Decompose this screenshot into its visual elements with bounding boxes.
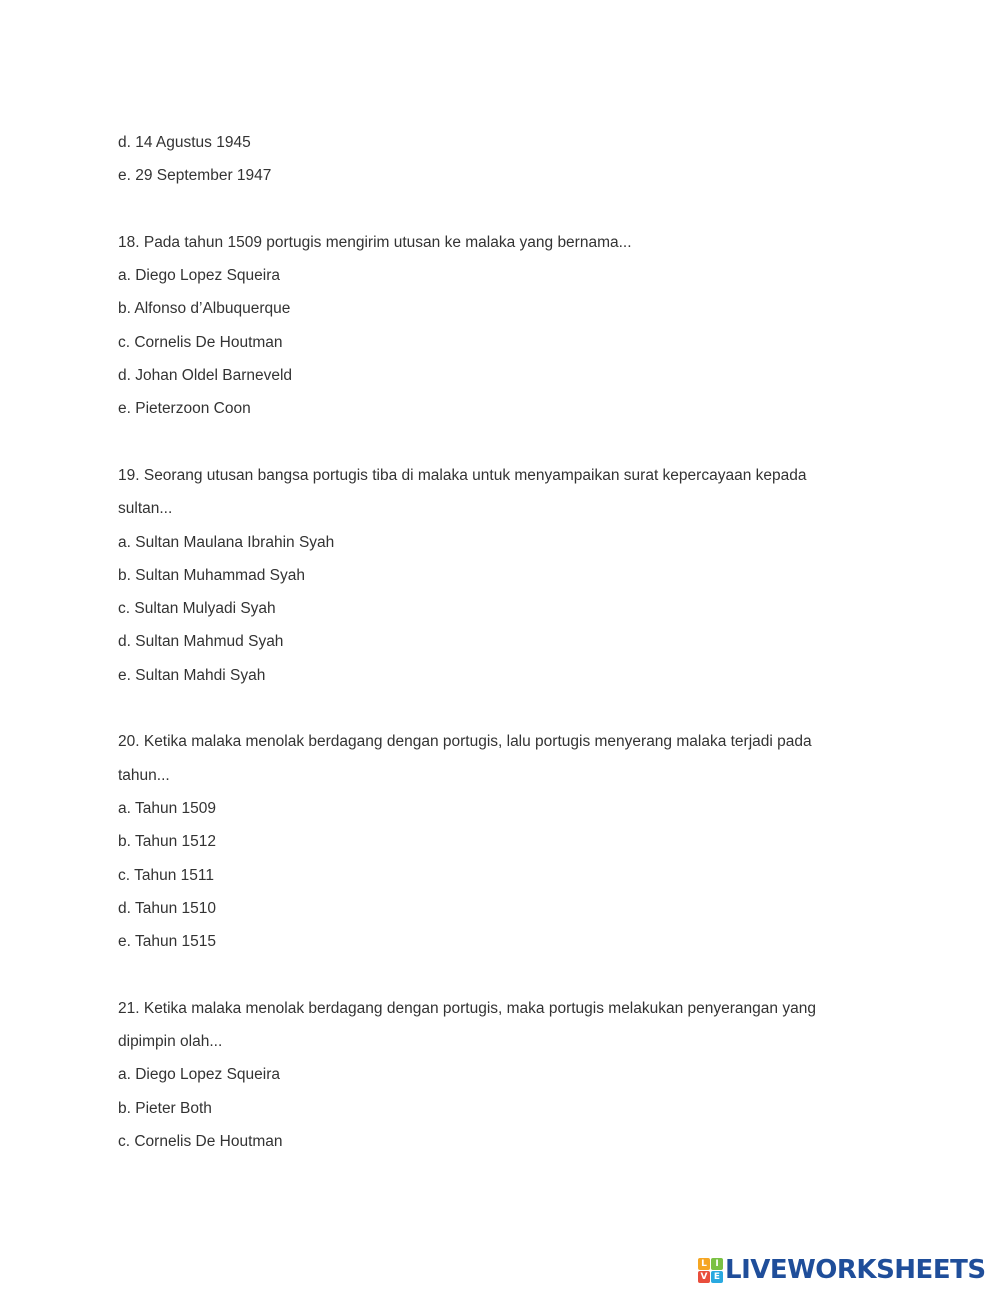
answer-option: c. Sultan Mulyadi Syah — [118, 600, 276, 618]
answer-option: d. Tahun 1510 — [118, 899, 216, 917]
answer-option: c. Tahun 1511 — [118, 866, 214, 884]
live-logo-icon — [698, 1258, 723, 1283]
logo-letter: L — [698, 1258, 710, 1270]
blank-line — [118, 193, 878, 226]
answer-option: d. 14 Agustus 1945 — [118, 134, 251, 151]
answer-option: b. Tahun 1512 — [118, 833, 216, 851]
question-text: 18. Pada tahun 1509 portugis mengirim utusan ke malaka yang bernama... — [118, 233, 632, 251]
answer-option: e. Sultan Mahdi Syah — [118, 666, 266, 684]
brand-name: LIVEWORKSHEETS — [725, 1255, 986, 1285]
answer-option: b. Alfonso d’Albuquerque — [118, 300, 291, 318]
liveworksheets-logo — [698, 1254, 986, 1286]
answer-option: a. Diego Lopez Squeira — [118, 267, 281, 285]
question-text: 21. Ketika malaka menolak berdagang dengan portugis, maka portugis melakukan penyerangan yang — [118, 999, 816, 1017]
question-text-continued: tahun... — [118, 766, 170, 784]
logo-letter: E — [711, 1271, 723, 1283]
answer-option: d. Johan Oldel Barneveld — [118, 367, 293, 385]
blank-line — [118, 426, 878, 459]
question-list — [118, 126, 878, 1158]
answer-option: d. Sultan Mahmud Syah — [118, 633, 284, 651]
answer-option: c. Cornelis De Houtman — [118, 1132, 283, 1150]
logo-letter: V — [698, 1271, 710, 1283]
answer-option: e. 29 September 1947 — [118, 167, 272, 185]
answer-option: e. Pieterzoon Coon — [118, 400, 251, 418]
answer-option: c. Cornelis De Houtman — [118, 333, 283, 351]
question-text-continued: sultan... — [118, 500, 173, 518]
answer-option: a. Sultan Maulana Ibrahin Syah — [118, 533, 335, 551]
logo-letter: I — [711, 1258, 723, 1270]
answer-option: b. Sultan Muhammad Syah — [118, 566, 305, 584]
blank-line — [118, 692, 878, 725]
answer-option: a. Tahun 1509 — [118, 799, 216, 817]
answer-option: a. Diego Lopez Squeira — [118, 1066, 281, 1084]
question-text: 20. Ketika malaka menolak berdagang dengan portugis, lalu portugis menyerang malaka terjadi pada — [118, 733, 812, 751]
question-text: 19. Seorang utusan bangsa portugis tiba di malaka untuk menyampaikan surat kepercayaan kepada — [118, 466, 807, 484]
blank-line — [118, 958, 878, 991]
answer-option: e. Tahun 1515 — [118, 933, 216, 951]
answer-option: b. Pieter Both — [118, 1099, 212, 1117]
question-text-continued: dipimpin olah... — [118, 1033, 223, 1051]
